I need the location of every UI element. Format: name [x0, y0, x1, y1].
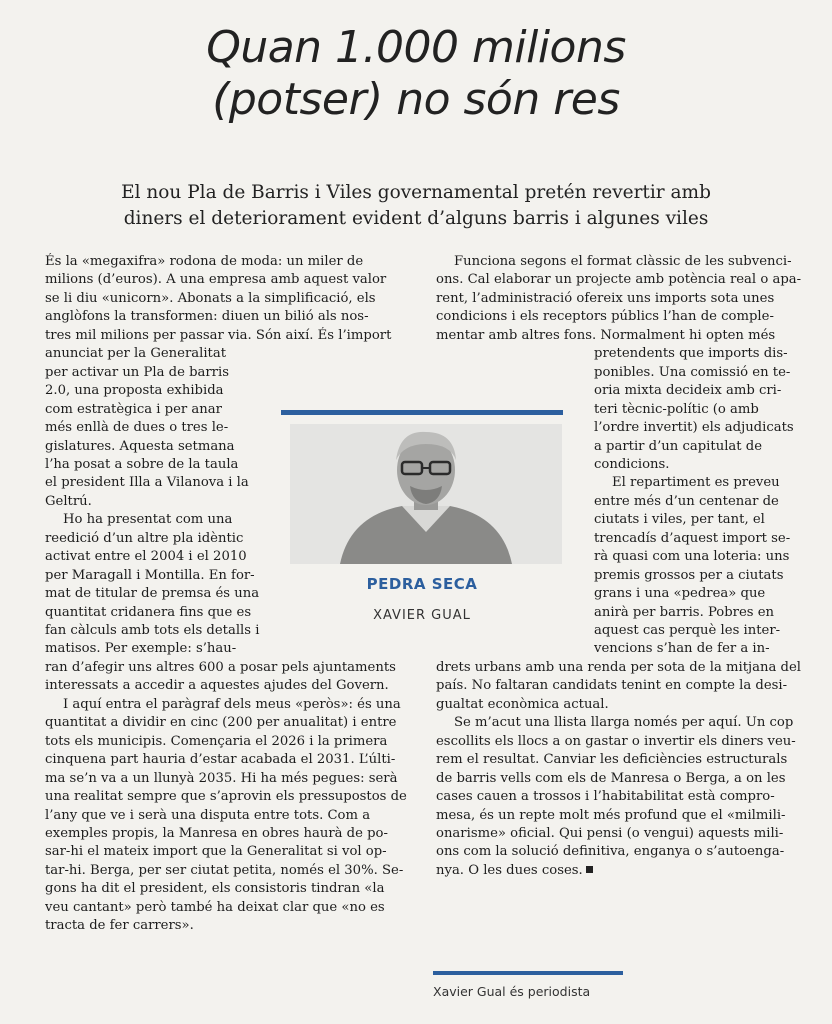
text-line: quantitat a dividir en cinc (200 per anualitat) i entre — [45, 715, 397, 731]
text-line: premis grossos per a ciutats — [594, 567, 784, 583]
text-line: onarisme» oficial. Qui pensi (o vengui) aquests mili- — [436, 825, 784, 841]
text-line: com estratègica i per anar — [45, 401, 222, 417]
subhead-line-1: El nou Pla de Barris i Viles governamental pretén revertir amb — [121, 182, 711, 203]
text-line: Se m’acut una llista llarga només per aquí. Un cop — [454, 715, 794, 731]
text-line: tar-hi. Berga, per ser ciutat petita, només el 30%. Se- — [45, 862, 404, 878]
text-line: reedició d’un altre pla idèntic — [45, 530, 244, 546]
text-line: ons com la solució definitiva, enganya o s’autoenga- — [436, 844, 785, 860]
text-line: a partir d’un capitulat de — [594, 438, 763, 454]
text-line: grans i una «pedrea» que — [594, 586, 766, 602]
text-line: veu cantant» però també ha deixat clar que «no es — [45, 899, 385, 915]
text-line: se li diu «unicorn». Abonats a la simplificació, els — [45, 290, 376, 306]
text-line: anirà per barris. Pobres en — [594, 604, 775, 620]
text-line: I aquí entra el paràgraf dels meus «peròs»: és una — [63, 696, 401, 712]
text-line: l’ha posat a sobre de la taula — [45, 456, 239, 472]
text-line: teri tècnic-polític (o amb — [594, 401, 759, 417]
text-line: interessats a accedir a aquestes ajudes del Govern. — [45, 678, 389, 694]
text-line: Geltrú. — [45, 493, 92, 509]
text-line: escollits els llocs a on gastar o invertir els diners veu- — [436, 733, 796, 749]
text-line: ponibles. Una comissió en te- — [594, 364, 791, 380]
text-line: sar-hi el mateix import que la Generalitat si vol op- — [45, 844, 387, 860]
text-line: fan càlculs amb tots els detalls i — [45, 623, 260, 638]
text-line: l’ordre invertit) els adjudicats — [594, 420, 794, 436]
footnote-rule — [433, 971, 623, 975]
text-line: quantitat cridanera fins que es — [45, 604, 252, 620]
text-line: ran d’afegir uns altres 600 a posar pels ajuntaments — [45, 659, 396, 675]
headline-line-1: Quan 1.000 milions — [206, 22, 626, 73]
text-line: pretendents que imports dis- — [594, 346, 788, 362]
text-line: una realitat sempre que s’aprovin els pressupostos de — [45, 789, 407, 805]
text-line: país. No faltaran candidats tenint en compte la desi- — [436, 678, 788, 694]
text-line: nya. O les dues coses. — [436, 862, 802, 880]
text-line: tots els municipis. Començaria el 2026 i la primera — [45, 733, 388, 749]
text-line: 2.0, una proposta exhibida — [45, 383, 224, 399]
text-line: mat de titular de premsa és una — [45, 586, 260, 602]
text-line: entre més d’un centenar de — [594, 493, 779, 509]
text-line: més enllà de dues o tres le- — [45, 420, 229, 436]
author-footnote: Xavier Gual és periodista — [433, 984, 591, 999]
text-line: activat entre el 2004 i el 2010 — [45, 549, 247, 565]
text-line: Funciona segons el format clàssic de les subvenci- — [454, 254, 792, 269]
text-line: anunciat per la Generalitat — [45, 346, 227, 362]
text-line: Ho ha presentat com una — [63, 512, 233, 528]
text-line: per Maragall i Montilla. En for- — [45, 567, 255, 583]
text-line: matisos. Per exemple: s’hau- — [45, 641, 237, 657]
end-of-article-mark — [586, 866, 593, 873]
text-line: de barris vells com els de Manresa o Berga, a on les — [436, 770, 786, 786]
text-line: exemples propis, la Manresa en obres haurà de po- — [45, 825, 388, 841]
text-line: condicions i els receptors públics l’han de comple- — [436, 309, 774, 325]
headline-line-2: (potser) no són res — [212, 74, 620, 125]
text-line: anglòfons la transformen: diuen un bilió als nos- — [45, 309, 369, 325]
text-line: trencadís d’aquest import se- — [594, 530, 791, 546]
text-line: milions (d’euros). A una empresa amb aquest valor — [45, 272, 387, 288]
column-section-name: PEDRA SECA — [366, 575, 478, 593]
text-line: tres mil milions per passar via. Són així. És l’import — [45, 327, 392, 343]
text-line: per activar un Pla de barris — [45, 364, 229, 380]
text-line: gualtat econòmica actual. — [436, 696, 609, 712]
text-line: ciutats i viles, per tant, el — [594, 512, 765, 528]
text-line: tracta de fer carrers». — [45, 918, 194, 934]
text-line: ons. Cal elaborar un projecte amb potència real o apa- — [436, 272, 802, 288]
text-line: drets urbans amb una renda per sota de la mitjana del — [436, 659, 802, 675]
text-line: condicions. — [594, 456, 670, 472]
author-photo — [290, 424, 562, 564]
text-line: gislatures. Aquesta setmana — [45, 438, 235, 454]
subhead-line-2: diners el deteriorament evident d’alguns barris i algunes viles — [123, 208, 709, 229]
text-line: mentar amb altres fons. Normalment hi opten més — [436, 327, 776, 343]
article-headline — [0, 22, 832, 126]
text-line: rent, l’administració ofereix uns imports sota unes — [436, 290, 775, 306]
column-box-rule — [281, 410, 563, 415]
text-line: ma se’n va a un llunyà 2035. Hi ha més pegues: serà — [45, 770, 398, 786]
text-line: l’any que ve i serà una disputa entre tots. Com a — [45, 807, 371, 823]
text-line: rem el resultat. Canviar les deficiències estructurals — [436, 752, 788, 768]
text-line: rà quasi com una loteria: uns — [594, 549, 790, 565]
text-line: gons ha dit el president, els consistoris tindran «la — [45, 881, 385, 897]
text-line: vencions s’han de fer a in- — [594, 641, 770, 657]
text-line: cinquena part hauria d’estar acabada el 2031. L’últi- — [45, 752, 396, 768]
text-line: oria mixta decideix amb cri- — [594, 383, 782, 399]
text-line: El repartiment es preveu — [612, 475, 780, 491]
article-subhead — [20, 180, 812, 232]
text-line: el president Illa a Vilanova i la — [45, 475, 249, 491]
text-line: És la «megaxifra» rodona de moda: un miler de — [45, 254, 364, 269]
text-line: mesa, és un repte molt més profund que el «milmili- — [436, 807, 786, 823]
text-line: aquest cas perquè les inter- — [594, 623, 781, 638]
text-line: cases cauen a trossos i l’habitabilitat està compro- — [436, 789, 775, 805]
column-author-name: XAVIER GUAL — [373, 608, 471, 623]
